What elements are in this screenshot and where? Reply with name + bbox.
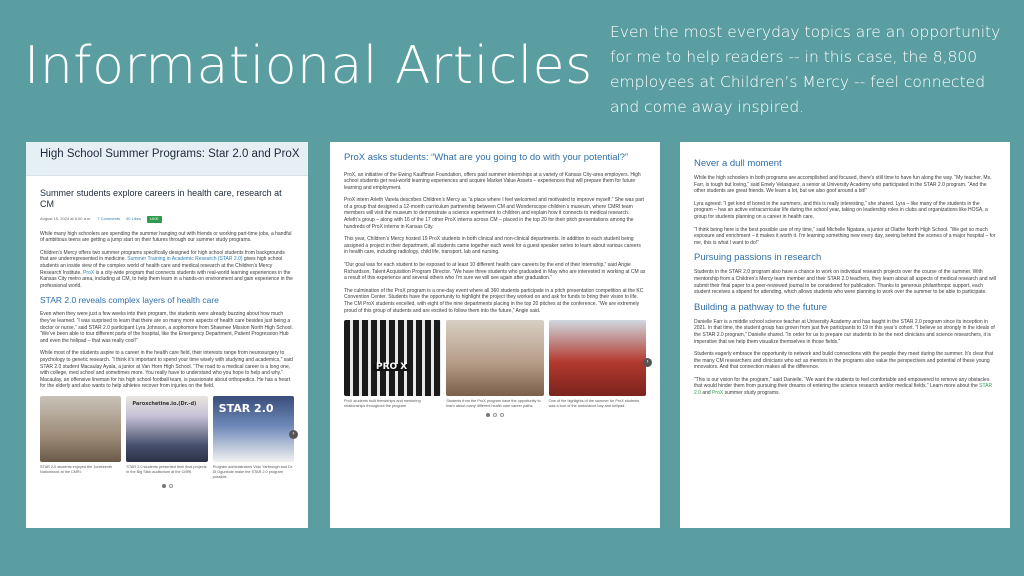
- carousel-slide: [549, 320, 646, 409]
- star-program-link[interactable]: Summer Training in Academic Research (STAR 2.0): [127, 256, 243, 263]
- comments-link[interactable]: 7 Comments: [97, 216, 121, 221]
- paragraph: Danielle Farr is a middle school science teacher at University Academy and has taught in the STAR 2.0 program since its inception in 2021. In that time, the student group has grown from just five participants to 19 in this year’s cohort. “I believe so strongly in the ideals of the STAR 2.0 program,” Danielle shared. “In order for us to prepare our students to be the next clinicians and science researchers, it is imperative that we help them visualize themselves in those fields.”: [694, 318, 995, 345]
- article-banner: High School Summer Programs: Star 2.0 and ProX: [26, 142, 308, 176]
- carousel-next-icon[interactable]: ›: [289, 430, 298, 439]
- paragraph: While many high schoolers are spending the summer hanging out with friends or working part-time jobs, a handful of ambitious teens are getting a jump start on their futures through our summer study programs.: [40, 230, 292, 244]
- carousel-next-icon[interactable]: ›: [643, 358, 652, 367]
- paragraph-text: gives high school students an inside view of the complex world of health care and medical research at the Children’s Mercy Research Institute.: [40, 256, 283, 276]
- likes-link[interactable]: 40 Likes: [126, 216, 141, 221]
- photo-carousel: [40, 396, 294, 480]
- article-date: August 15, 2024 at 6:00 a.m.: [40, 216, 92, 221]
- article-headline: ProX asks students: “What are you going to do with your potential?”: [344, 152, 629, 163]
- carousel-slide: [126, 396, 207, 480]
- photo-caption: Program administrators Vicki Yarbrough and Dr. Di Ogunbule make the STAR 2.0 program possible.: [212, 464, 293, 479]
- carousel-dot[interactable]: [500, 413, 504, 417]
- like-button[interactable]: LIKE: [147, 216, 162, 223]
- photo-caption: Students from the ProX program have the opportunity to learn about many different health care career paths.: [446, 399, 541, 409]
- paragraph: Even when they were just a few weeks into their program, the students were already buzzing about how much they’ve learned. “I was surprised to learn that there are so many more aspects of health care besides just being a doctor or nurse,” said STAR 2.0 participant Lyra Johnson, a sophomore from Shawnee Mission North High School. “We’ve been able to tour different parts of the hospital, like the Emergency Department, Patient Progression Hub and even the helipad – that was really cool!”: [40, 311, 293, 344]
- paragraph: [694, 377, 996, 397]
- prox-link[interactable]: ProX: [83, 269, 95, 276]
- carousel-slide: [40, 396, 121, 480]
- paragraph: While the high schoolers in both programs are accomplished and focused, there’s still time to have fun along the way. “My teacher, Ms. Farr, is tough but loving,” said Emely Velasquez, a senior at University Academy who participated in the STAR 2.0 program. “And the other students are great friends. We learn a lot, but we also goof around a bit!”: [694, 175, 992, 195]
- star-banner-photo: [213, 396, 294, 462]
- article-panel-star: [26, 142, 308, 528]
- paragraph: “Our goal was for each student to be exposed to at least 10 different health care careers by the end of their internship,” said Angie Richardson, Talent Acquisition Program Director. “We have three students who graduated in May who are interested in working at CM as a result of this experience and several others who I’m sure we will see again after graduation.”: [344, 262, 646, 282]
- article-panel-continued: [680, 142, 1010, 528]
- students-photo: [446, 320, 543, 396]
- prox-backdrop-photo: [344, 320, 441, 396]
- article-meta: [40, 216, 294, 223]
- paragraph: This year, Children’s Mercy hosted 19 ProX students in both clinical and non-clinical departments. In addition to each student being assigned a project in their department, all students came together each week for a guest speaker series to learn about various careers in health care, including radiology, child life, transport, lab and nursing.: [344, 236, 641, 256]
- photo-caption: One of the highlights of the summer for ProX students was a tour of the ambulance bay and helipad.: [548, 399, 640, 409]
- paragraph-text: Children’s Mercy offers two summer programs specifically designed for high school students from backgrounds that are underrepresented in medicine.: [40, 249, 285, 263]
- paragraph-text: is a city-wide program that connects students with real-world learning experiences in the Kansas City metro area, including at CM, to help them learn in a hands-on environment and gain experience in the professional world.: [40, 269, 293, 289]
- carousel-dot[interactable]: [493, 413, 497, 417]
- section-heading: STAR 2.0 reveals complex layers of health care: [40, 295, 219, 306]
- prox-link[interactable]: ProX: [712, 390, 724, 397]
- paragraph: Students eagerly embrace the opportunity to network and build connections with the people they meet during the summer. It’s clear that the many CM researchers and clinicians who act as mentors in the programs also value the perspectives and potential of these young innovators. And that connection makes all the difference.: [694, 351, 994, 371]
- page-title: Informational Articles: [24, 36, 593, 96]
- photo-caption: STAR 2.0 students enjoyed the Juneteenth Nationhood at the CMRI.: [40, 464, 113, 474]
- carousel-dot[interactable]: [169, 484, 173, 488]
- paragraph: “I think being here is the best possible use of my time,” said Michelle Ngatara, a junior at Olathe North High School. “We get so much exposure and enrichment – it makes it worth it. I’m learning something new every day, seeing behind the scenes of a major hospital – for me, this is what I want to do!”: [694, 226, 996, 246]
- paragraph: [40, 250, 294, 290]
- paragraph-text: “This is our vision for the program,” said Danielle. “We want the students to feel comfortable and empowered to remove any obstacles that would hinder them from pursuing their dreams of entering the science research and/or medical fields.” Learn more about the: [694, 376, 990, 390]
- section-heading: Never a dull moment: [694, 158, 782, 169]
- paragraph: ProX intern Arleth Varela describes Children’s Mercy as “a place where I feel welcomed and motivated to improve myself.” She was part of a group that designed a 12-month curriculum partnership between CM and Wonderscope children’s museum, where CMRI team members will visit the museum to demonstrate a science experiment to children and explain how it connects to medical research. Arleth’s group – along with 16 of the 17 other ProX interns across CM – placed in the top 20 for their pitch presentations among the hundreds of ProX interns in Kansas City.: [344, 197, 644, 230]
- carousel-slide: [213, 396, 294, 480]
- carousel-dots: [344, 413, 646, 417]
- section-heading: Building a pathway to the future: [694, 301, 828, 313]
- paragraph: The culmination of the ProX program is a one-day event where all 360 students participate in a pitch presentation competition at the KC Convention Center. Students have the opportunity to highlight the project they worked on and ask for funds to bring their vision to life. The CM ProX students excelled, with eight of the nine departments placing in the top 20 pitches at the conference. “We are extremely proud of this group of students and are excited to follow them into the future,” Angie said.: [344, 287, 644, 314]
- paragraph-text: summer study programs.: [724, 390, 780, 397]
- paragraph: While most of the students aspire to a career in the health care field, their interests range from neurosurgery to psychology to genetic research. “I think it’s important to spend your time wisely with studying and academics,” said STAR 2.0 student Macaulay Ayala, a junior at Van Horn High School. “The road to a medical career is a long one, with college, med school and sometimes more. You really have to understand who you hope to help and why.” Macaulay, an offensive lineman for his high school football team, is passionate about orthopedics. He has a heart for the elderly and also wants to help athletes recover from injuries on the field.: [40, 350, 293, 390]
- photo-caption: STAR 2.0 students presented their final projects in the Big Slick auditorium at the CMRI.: [126, 464, 207, 474]
- carousel-slide: [344, 320, 441, 409]
- photo-banner-text: STAR 2.0: [218, 401, 274, 415]
- article-panel-prox: [330, 142, 660, 528]
- carousel-dot[interactable]: [162, 484, 166, 488]
- star-program-link[interactable]: STAR 2.0: [694, 383, 993, 397]
- intro-text: Even the most everyday topics are an opportunity for me to help readers -- in this case, the 8,800 employees at Children’s Mercy -- feel connected and come away inspired.: [610, 23, 1001, 116]
- carousel-dots: [40, 484, 294, 488]
- ambulance-photo: [549, 320, 646, 396]
- photo-caption: ProX students built friendships and mentoring relationships throughout the program.: [344, 399, 421, 409]
- section-heading: Pursuing passions in research: [694, 252, 822, 264]
- presentation-photo: [126, 396, 207, 462]
- group-photo: [40, 396, 121, 462]
- article-headline: Summer students explore careers in health care, research at CM: [40, 188, 282, 209]
- paragraph: Students in the STAR 2.0 program also have a chance to work on individual research projects over the course of the summer. With mentorship from a Children’s Mercy team member and their STAR 2.0 teachers, they learn about all aspects of medical research and will submit their final paper to a peer-reviewed journal to be considered for publication. Thanks to generous philanthropic support, each student receives a stipend for attending, which allows students who were planning to work over the summer to be able to participate.: [694, 269, 996, 296]
- paragraph: Lyra agreed: “I get kind of bored in the summers, and this is really interesting,” she shared. Lyra – like many of the students in the program – has an active extracurricular life during the school year, taking on leadership roles in clubs and organizations like HOSA, a group for students planning on a career in health care.: [694, 200, 988, 220]
- prox-sign-text: PRO X: [376, 362, 408, 373]
- carousel-dot[interactable]: [486, 413, 490, 417]
- paragraph: ProX, an initiative of the Ewing Kauffman Foundation, offers paid summer internships at a variety of Kansas City-area employers. High school students get real-world learning experiences and acquire Market Value Assets – experiences that will prepare them for future learning and employment.: [344, 171, 641, 191]
- photo-carousel: [344, 320, 649, 409]
- paragraph-text: and: [702, 390, 711, 397]
- carousel-slide: [446, 320, 543, 409]
- photo-screen-text: Paroxchetine.io.(Dr.-d): [132, 400, 197, 407]
